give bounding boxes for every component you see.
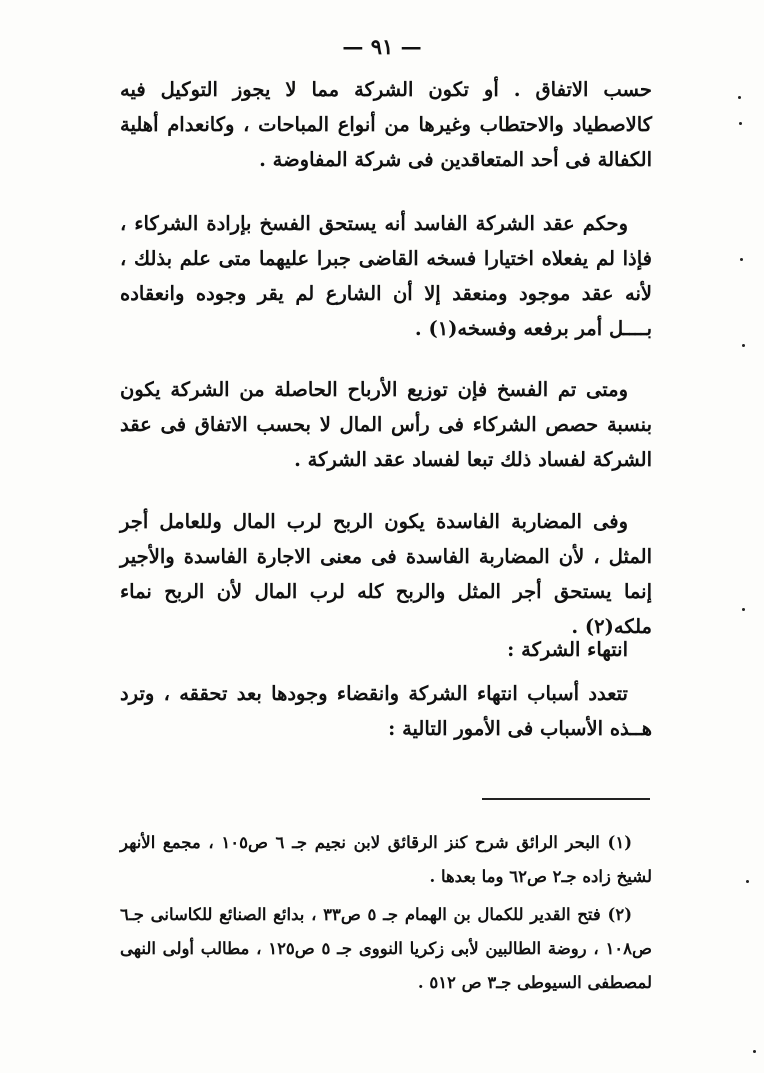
paragraph-2-text: وحكم عقد الشركة الفاسد أنه يستحق الفسخ بإرادة الشركاء ، فإذا لم يفعلاه اختيارا فسخه القاضى جبرا عليهما متى علم بذلك ، لأنه عقد موجود ومنعقد إلا أن الشارع لم يقر وجوده وانعقاده بــــل أمر برفعه وفسخه(١) . — [120, 212, 652, 340]
scan-speck — [742, 608, 745, 611]
scan-speck — [740, 258, 743, 261]
paragraph-4-text: وفى المضاربة الفاسدة يكون الربح لرب المال وللعامل أجر المثل ، لأن المضاربة الفاسدة فى معنى الاجارة الفاسدة والأجير إنما يستحق أجر المثل والربح كله لرب المال لأن الربح نماء ملكه(٢) . — [120, 510, 652, 638]
section-intro-text: تتعدد أسباب انتهاء الشركة وانقضاء وجودها بعد تحققه ، وترد هــذه الأسباب فى الأمور التالية : — [120, 682, 652, 740]
section-heading — [120, 632, 652, 667]
paragraph-1: حسب الاتفاق . أو تكون الشركة مما لا يجوز التوكيل فيه كالاصطياد والاحتطاب وغيرها من أنواع المباحات ، وكانعدام أهلية الكفالة فى أحد المتعاقدين فى شركة المفاوضة . — [120, 78, 652, 171]
footnote-1-text: (١) البحر الرائق شرح كنز الرقائق لابن نجيم جـ ٦ ص١٠٥ ، مجمع الأنهر لشيخ زاده جـ٢ ص٦٢ وما بعدها . — [120, 833, 652, 886]
scan-speck — [746, 880, 749, 883]
paragraph-2 — [120, 206, 652, 346]
footnote-2 — [120, 898, 652, 1000]
scan-speck — [753, 1050, 756, 1053]
footnote-separator — [482, 798, 650, 800]
scan-speck — [738, 96, 741, 99]
footnote-2-text: (٢) فتح القدير للكمال بن الهمام جـ ٥ ص٣٣ ، بدائع الصنائع للكاسانى جـ٦ ص١٠٨ ، روضة الطالبين لأبى زكريا النووى جـ ٥ ص١٢٥ ، مطالب أولى النهى لمصطفى السيوطى جـ٣ ص ٥١٢ . — [120, 905, 652, 992]
paragraph-3-text: ومتى تم الفسخ فإن توزيع الأرباح الحاصلة من الشركة يكون بنسبة حصص الشركاء فى رأس المال لا بحسب الاتفاق فى عقد الشركة لفساد ذلك تبعا لفساد عقد الشركة . — [120, 378, 652, 471]
page-number: — ٩١ — — [342, 34, 422, 59]
footnote-1 — [120, 826, 652, 894]
scan-speck — [739, 122, 742, 125]
paragraph-4 — [120, 504, 652, 644]
scan-speck — [742, 344, 745, 347]
section-intro — [120, 676, 652, 746]
paragraph-3 — [120, 372, 652, 477]
section-heading-text: انتهاء الشركة : — [507, 638, 628, 661]
